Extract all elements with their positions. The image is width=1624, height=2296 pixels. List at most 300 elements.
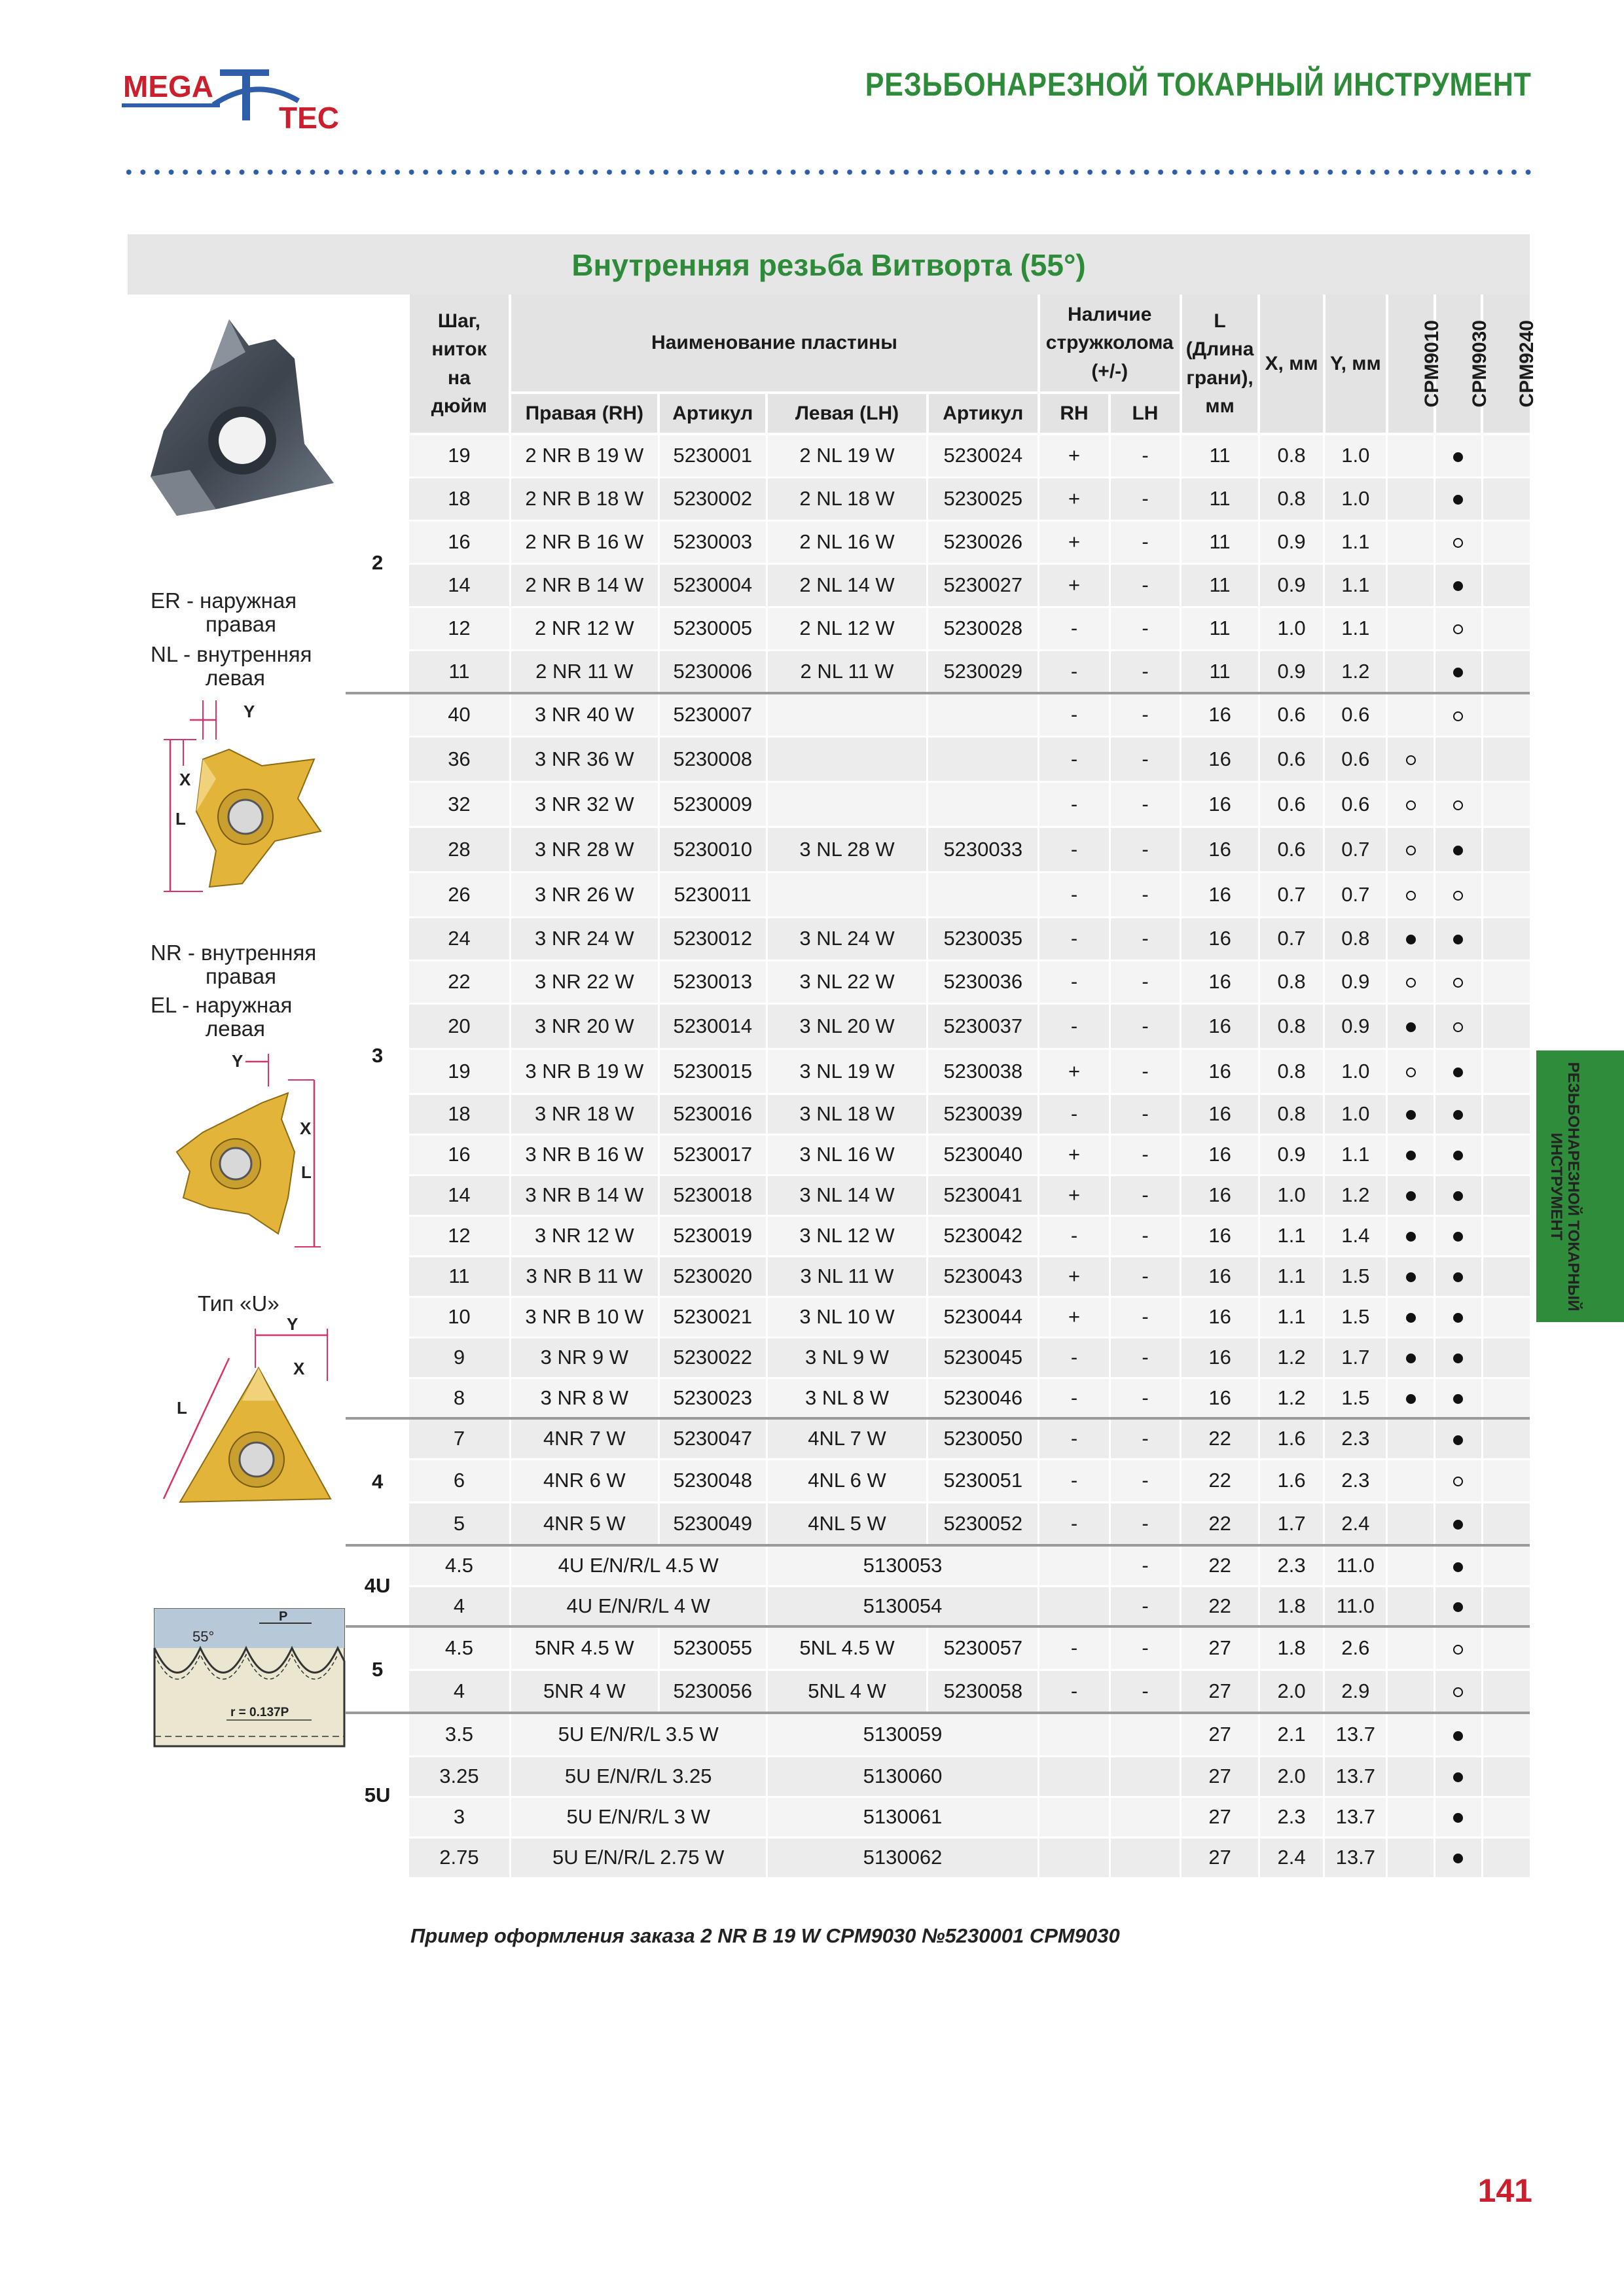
cell-pitch: 5: [408, 1502, 511, 1545]
cell-cpm9010: [1387, 693, 1435, 736]
cell-cpm9010: [1387, 650, 1435, 693]
filled-dot-icon: [1453, 1354, 1463, 1363]
cell-cpm9240: [1482, 1297, 1530, 1337]
hollow-dot-icon: [1406, 1067, 1416, 1077]
filled-dot-icon: [1406, 1313, 1416, 1323]
cell-pitch: 11: [408, 650, 511, 693]
cell-x: 1.0: [1259, 1175, 1324, 1215]
cell-x: 0.8: [1259, 960, 1324, 1003]
cell-cpm9240: [1482, 1134, 1530, 1175]
cell-rh: [1039, 1586, 1110, 1626]
cell-left-article: 5230057: [928, 1626, 1039, 1670]
filled-dot-icon: [1453, 1151, 1463, 1160]
table-row: [347, 1670, 1530, 1713]
cell-y: 1.0: [1324, 477, 1387, 520]
cell-right-name: 3 NR 36 W: [510, 736, 659, 781]
cell-length: 16: [1181, 736, 1259, 781]
cell-right-name: 2 NR 12 W: [510, 607, 659, 650]
cell-cpm9010: [1387, 872, 1435, 917]
cell-insert-name: 5U E/N/R/L 2.75 W: [510, 1837, 767, 1878]
cell-right-name: 2 NR B 18 W: [510, 477, 659, 520]
table-row: [347, 872, 1530, 917]
cell-right-article: 5230022: [659, 1337, 767, 1378]
cell-cpm9010: [1387, 564, 1435, 607]
cell-y: 0.9: [1324, 960, 1387, 1003]
cell-left-name: [767, 872, 928, 917]
cell-right-name: 4NR 7 W: [510, 1418, 659, 1459]
cell-pitch: 4.5: [408, 1545, 511, 1586]
cell-length: 11: [1181, 520, 1259, 564]
hollow-dot-icon: [1453, 1022, 1463, 1032]
cell-cpm9010: [1387, 1626, 1435, 1670]
cell-pitch: 4.5: [408, 1626, 511, 1670]
cell-left-name: 2 NL 18 W: [767, 477, 928, 520]
filled-dot-icon: [1453, 1313, 1463, 1323]
cell-right-name: 2 NR 11 W: [510, 650, 659, 693]
cell-y: 1.1: [1324, 520, 1387, 564]
cell-left-article: 5230025: [928, 477, 1039, 520]
cell-left-name: 3 NL 22 W: [767, 960, 928, 1003]
filled-dot-icon: [1453, 1562, 1463, 1572]
cell-y: 1.0: [1324, 1049, 1387, 1094]
filled-dot-icon: [1453, 581, 1463, 591]
cell-x: 1.8: [1259, 1586, 1324, 1626]
cell-left-name: 5NL 4 W: [767, 1670, 928, 1713]
hollow-dot-icon: [1406, 800, 1416, 810]
cell-right-article: 5230049: [659, 1502, 767, 1545]
table-row: [347, 1134, 1530, 1175]
cell-pitch: 12: [408, 607, 511, 650]
cell-cpm9010: [1387, 1459, 1435, 1502]
cell-rh: -: [1039, 736, 1110, 781]
cell-cpm9030: [1435, 1837, 1483, 1878]
cell-left-name: 3 NL 8 W: [767, 1378, 928, 1418]
hollow-dot-icon: [1406, 978, 1416, 988]
cell-lh: -: [1110, 1626, 1180, 1670]
cell-cpm9030: [1435, 1094, 1483, 1134]
filled-dot-icon: [1406, 1191, 1416, 1201]
table-row: [347, 1378, 1530, 1418]
cell-y: 1.5: [1324, 1256, 1387, 1297]
table-row: [347, 960, 1530, 1003]
cell-pitch: 22: [408, 960, 511, 1003]
cell-pitch: 11: [408, 1256, 511, 1297]
cell-length: 16: [1181, 872, 1259, 917]
cell-cpm9240: [1482, 1545, 1530, 1586]
cell-cpm9010: [1387, 1713, 1435, 1756]
cell-right-article: 5230008: [659, 736, 767, 781]
cell-cpm9010: [1387, 1418, 1435, 1459]
group-label: 5: [347, 1626, 408, 1713]
cell-cpm9240: [1482, 736, 1530, 781]
cell-pitch: 14: [408, 564, 511, 607]
cell-cpm9240: [1482, 564, 1530, 607]
table-row: [347, 520, 1530, 564]
cell-left-article: 5230036: [928, 960, 1039, 1003]
cell-left-name: 3 NL 9 W: [767, 1337, 928, 1378]
cell-rh: -: [1039, 1337, 1110, 1378]
cell-x: 0.8: [1259, 434, 1324, 477]
cell-x: 0.9: [1259, 564, 1324, 607]
cell-length: 27: [1181, 1626, 1259, 1670]
cell-lh: -: [1110, 1049, 1180, 1094]
dim-l-label: L: [177, 1398, 187, 1418]
cell-x: 2.1: [1259, 1713, 1324, 1756]
cell-cpm9030: [1435, 520, 1483, 564]
hollow-dot-icon: [1406, 755, 1416, 765]
section-title-bar: [128, 234, 1530, 295]
cell-cpm9010: [1387, 1094, 1435, 1134]
cell-cpm9010: [1387, 827, 1435, 872]
cell-rh: -: [1039, 1626, 1110, 1670]
group-label: 3: [347, 693, 408, 1418]
table-row: [347, 1215, 1530, 1256]
filled-dot-icon: [1453, 668, 1463, 677]
cell-pitch: 20: [408, 1003, 511, 1049]
cell-cpm9030: [1435, 736, 1483, 781]
cell-rh: +: [1039, 477, 1110, 520]
cell-length: 27: [1181, 1837, 1259, 1878]
cell-cpm9240: [1482, 872, 1530, 917]
filled-dot-icon: [1406, 1110, 1416, 1120]
table-row: [347, 1256, 1530, 1297]
table-row: [347, 1337, 1530, 1378]
cell-right-article: 5230015: [659, 1049, 767, 1094]
cell-cpm9240: [1482, 1175, 1530, 1215]
cell-cpm9240: [1482, 781, 1530, 827]
hollow-dot-icon: [1453, 800, 1463, 810]
cell-right-article: 5230001: [659, 434, 767, 477]
cell-lh: -: [1110, 1502, 1180, 1545]
cell-lh: -: [1110, 1094, 1180, 1134]
cell-right-article: 5230048: [659, 1459, 767, 1502]
cell-x: 1.1: [1259, 1256, 1324, 1297]
cell-rh: -: [1039, 1378, 1110, 1418]
table-row: [347, 1502, 1530, 1545]
cell-left-article: 5230041: [928, 1175, 1039, 1215]
cell-pitch: 24: [408, 917, 511, 960]
cell-cpm9240: [1482, 1049, 1530, 1094]
cell-rh: -: [1039, 1094, 1110, 1134]
group-label: 4U: [347, 1545, 408, 1626]
cell-right-article: 5230023: [659, 1378, 767, 1418]
cell-right-name: 3 NR 12 W: [510, 1215, 659, 1256]
cell-y: 2.4: [1324, 1502, 1387, 1545]
dotted-divider: [122, 169, 1532, 175]
filled-dot-icon: [1406, 1394, 1416, 1404]
cell-cpm9030: [1435, 827, 1483, 872]
cell-right-article: 5230020: [659, 1256, 767, 1297]
cell-length: 16: [1181, 1003, 1259, 1049]
cell-right-name: 2 NR B 16 W: [510, 520, 659, 564]
cell-rh: -: [1039, 1670, 1110, 1713]
cell-rh: [1039, 1545, 1110, 1586]
cell-right-article: 5230056: [659, 1670, 767, 1713]
cell-pitch: 16: [408, 520, 511, 564]
cell-x: 0.9: [1259, 520, 1324, 564]
header-article-left: Артикул: [928, 393, 1039, 434]
cell-cpm9240: [1482, 1378, 1530, 1418]
cell-cpm9240: [1482, 520, 1530, 564]
cell-right-article: 5230055: [659, 1626, 767, 1670]
cell-pitch: 4: [408, 1670, 511, 1713]
cell-left-article: 5230024: [928, 434, 1039, 477]
cell-length: 16: [1181, 781, 1259, 827]
cell-cpm9240: [1482, 650, 1530, 693]
cell-rh: -: [1039, 1003, 1110, 1049]
cell-right-name: 5NR 4.5 W: [510, 1626, 659, 1670]
cell-pitch: 9: [408, 1337, 511, 1378]
hollow-dot-icon: [1453, 711, 1463, 721]
header-x: X, мм: [1259, 295, 1324, 434]
dim-x-label: X: [179, 770, 191, 789]
cell-cpm9240: [1482, 1670, 1530, 1713]
cell-left-article: 5230042: [928, 1215, 1039, 1256]
cell-cpm9030: [1435, 650, 1483, 693]
cell-insert-name: 4U E/N/R/L 4 W: [510, 1586, 767, 1626]
cell-left-name: [767, 693, 928, 736]
cell-article: 5130054: [767, 1586, 1039, 1626]
cell-cpm9030: [1435, 1797, 1483, 1837]
logo-top-text: MEGA: [123, 69, 213, 103]
cell-rh: +: [1039, 520, 1110, 564]
cell-left-article: 5230040: [928, 1134, 1039, 1175]
hollow-dot-icon: [1453, 891, 1463, 901]
table-row: [347, 1003, 1530, 1049]
cell-cpm9010: [1387, 477, 1435, 520]
group-label: 5U: [347, 1713, 408, 1878]
cell-right-article: 5230004: [659, 564, 767, 607]
hollow-dot-icon: [1453, 624, 1463, 634]
cell-left-name: 3 NL 16 W: [767, 1134, 928, 1175]
er-nl-insert-diagram: [157, 700, 327, 903]
filled-dot-icon: [1406, 1272, 1416, 1282]
filled-dot-icon: [1453, 935, 1463, 944]
cell-cpm9240: [1482, 1094, 1530, 1134]
header-chipbreaker: Наличие стружколома (+/-): [1039, 295, 1181, 393]
cell-right-name: 3 NR 20 W: [510, 1003, 659, 1049]
cell-lh: [1110, 1756, 1180, 1797]
cell-x: 1.2: [1259, 1337, 1324, 1378]
cell-left-article: 5230046: [928, 1378, 1039, 1418]
cell-right-article: 5230010: [659, 827, 767, 872]
cell-x: 0.8: [1259, 1094, 1324, 1134]
filled-dot-icon: [1453, 1232, 1463, 1242]
cell-left-name: 3 NL 18 W: [767, 1094, 928, 1134]
cell-right-article: 5230016: [659, 1094, 767, 1134]
cell-x: 1.2: [1259, 1378, 1324, 1418]
cell-y: 13.7: [1324, 1837, 1387, 1878]
filled-dot-icon: [1453, 846, 1463, 855]
cell-rh: -: [1039, 960, 1110, 1003]
cell-right-article: 5230003: [659, 520, 767, 564]
header-cpm9240: CPM9240: [1482, 295, 1530, 434]
cell-cpm9010: [1387, 960, 1435, 1003]
cell-cpm9010: [1387, 1378, 1435, 1418]
hollow-dot-icon: [1406, 846, 1416, 855]
cell-x: 0.7: [1259, 917, 1324, 960]
side-tab-label: РЕЗЬБОНАРЕЗНОЙ ТОКАРНЫЙ ИНСТРУМЕНТ: [1547, 1062, 1582, 1311]
filled-dot-icon: [1406, 1022, 1416, 1032]
cell-lh: -: [1110, 1297, 1180, 1337]
cell-lh: -: [1110, 1670, 1180, 1713]
cell-lh: -: [1110, 1545, 1180, 1586]
cell-x: 0.9: [1259, 650, 1324, 693]
cell-length: 22: [1181, 1502, 1259, 1545]
nl-caption: NL - внутренняя левая: [151, 642, 312, 690]
cell-cpm9030: [1435, 1626, 1483, 1670]
cell-right-article: 5230017: [659, 1134, 767, 1175]
cell-left-name: 3 NL 24 W: [767, 917, 928, 960]
cell-right-name: 5NR 4 W: [510, 1670, 659, 1713]
cell-x: 1.6: [1259, 1459, 1324, 1502]
dim-x-label: X: [300, 1119, 312, 1138]
cell-right-name: 3 NR 28 W: [510, 827, 659, 872]
cell-pitch: 6: [408, 1459, 511, 1502]
hollow-dot-icon: [1453, 1477, 1463, 1486]
cell-left-name: 2 NL 16 W: [767, 520, 928, 564]
cell-cpm9010: [1387, 1502, 1435, 1545]
filled-dot-icon: [1406, 1354, 1416, 1363]
cell-cpm9030: [1435, 434, 1483, 477]
cell-lh: -: [1110, 1003, 1180, 1049]
cell-cpm9010: [1387, 1670, 1435, 1713]
cell-y: 11.0: [1324, 1586, 1387, 1626]
cell-x: 0.8: [1259, 1003, 1324, 1049]
cell-cpm9030: [1435, 872, 1483, 917]
cell-lh: -: [1110, 477, 1180, 520]
cell-left-article: 5230044: [928, 1297, 1039, 1337]
table-row: [347, 1713, 1530, 1756]
cell-left-article: [928, 872, 1039, 917]
cell-y: 13.7: [1324, 1713, 1387, 1756]
cell-lh: [1110, 1713, 1180, 1756]
cell-right-article: 5230021: [659, 1297, 767, 1337]
table-row: [347, 827, 1530, 872]
cell-x: 0.6: [1259, 693, 1324, 736]
cell-lh: [1110, 1837, 1180, 1878]
cell-left-name: [767, 736, 928, 781]
cell-y: 2.3: [1324, 1459, 1387, 1502]
cell-y: 1.0: [1324, 434, 1387, 477]
cell-rh: +: [1039, 1297, 1110, 1337]
dim-x-label: X: [293, 1359, 305, 1378]
cell-lh: -: [1110, 1256, 1180, 1297]
cell-length: 16: [1181, 1297, 1259, 1337]
table-row: [347, 1545, 1530, 1586]
cell-left-name: 4NL 6 W: [767, 1459, 928, 1502]
cell-length: 16: [1181, 693, 1259, 736]
cell-y: 0.7: [1324, 872, 1387, 917]
cell-lh: -: [1110, 1418, 1180, 1459]
cell-left-name: 5NL 4.5 W: [767, 1626, 928, 1670]
table-row: [347, 1626, 1530, 1670]
filled-dot-icon: [1406, 935, 1416, 944]
filled-dot-icon: [1406, 1232, 1416, 1242]
cell-insert-name: 5U E/N/R/L 3.5 W: [510, 1713, 767, 1756]
cell-left-name: 2 NL 11 W: [767, 650, 928, 693]
cell-y: 0.6: [1324, 693, 1387, 736]
thread-inserts-table: [346, 295, 1538, 1879]
hollow-dot-icon: [1406, 891, 1416, 901]
cell-article: 5130053: [767, 1545, 1039, 1586]
filled-dot-icon: [1453, 1067, 1463, 1077]
cell-pitch: 4: [408, 1586, 511, 1626]
cell-left-name: 3 NL 20 W: [767, 1003, 928, 1049]
table-row: [347, 650, 1530, 693]
cell-cpm9010: [1387, 1256, 1435, 1297]
er-caption: ER - наружная правая: [151, 588, 297, 636]
cell-x: 1.1: [1259, 1215, 1324, 1256]
table-row: [347, 917, 1530, 960]
cell-length: 16: [1181, 1215, 1259, 1256]
cell-cpm9030: [1435, 1337, 1483, 1378]
cell-cpm9030: [1435, 1545, 1483, 1586]
cell-left-name: 3 NL 19 W: [767, 1049, 928, 1094]
insert-photo: [137, 313, 360, 529]
cell-length: 27: [1181, 1756, 1259, 1797]
cell-pitch: 32: [408, 781, 511, 827]
cell-cpm9240: [1482, 1797, 1530, 1837]
cell-cpm9240: [1482, 1626, 1530, 1670]
cell-rh: -: [1039, 872, 1110, 917]
cell-cpm9240: [1482, 1215, 1530, 1256]
cell-length: 16: [1181, 1049, 1259, 1094]
cell-length: 22: [1181, 1586, 1259, 1626]
cell-left-article: 5230050: [928, 1418, 1039, 1459]
hollow-dot-icon: [1453, 978, 1463, 988]
cell-cpm9240: [1482, 1337, 1530, 1378]
cell-cpm9010: [1387, 1003, 1435, 1049]
thread-profile-diagram: [154, 1609, 344, 1746]
cell-lh: -: [1110, 1378, 1180, 1418]
cell-lh: -: [1110, 564, 1180, 607]
cell-cpm9240: [1482, 1003, 1530, 1049]
cell-rh: +: [1039, 564, 1110, 607]
order-example-note: Пример оформления заказа 2 NR B 19 W CPM9030 №5230001 CPM9030: [410, 1924, 1120, 1947]
cell-y: 2.9: [1324, 1670, 1387, 1713]
header-length: L (Длина грани), мм: [1181, 295, 1259, 434]
cell-rh: -: [1039, 1502, 1110, 1545]
cell-cpm9030: [1435, 1175, 1483, 1215]
cell-length: 11: [1181, 477, 1259, 520]
cell-y: 1.0: [1324, 1094, 1387, 1134]
hollow-dot-icon: [1453, 1687, 1463, 1697]
cell-cpm9240: [1482, 827, 1530, 872]
cell-length: 16: [1181, 1094, 1259, 1134]
table-row: [347, 1797, 1530, 1837]
filled-dot-icon: [1453, 452, 1463, 462]
cell-cpm9010: [1387, 607, 1435, 650]
cell-insert-name: 4U E/N/R/L 4.5 W: [510, 1545, 767, 1586]
cell-right-name: 3 NR B 19 W: [510, 1049, 659, 1094]
header-y: Y, мм: [1324, 295, 1387, 434]
cell-pitch: 40: [408, 693, 511, 736]
cell-y: 11.0: [1324, 1545, 1387, 1586]
cell-left-name: [767, 781, 928, 827]
filled-dot-icon: [1453, 1602, 1463, 1612]
cell-left-article: [928, 781, 1039, 827]
cell-y: 13.7: [1324, 1797, 1387, 1837]
table-row: [347, 1297, 1530, 1337]
cell-y: 0.6: [1324, 736, 1387, 781]
cell-cpm9010: [1387, 434, 1435, 477]
cell-cpm9010: [1387, 1337, 1435, 1378]
cell-cpm9030: [1435, 477, 1483, 520]
cell-length: 22: [1181, 1459, 1259, 1502]
cell-cpm9240: [1482, 960, 1530, 1003]
cell-pitch: 8: [408, 1378, 511, 1418]
